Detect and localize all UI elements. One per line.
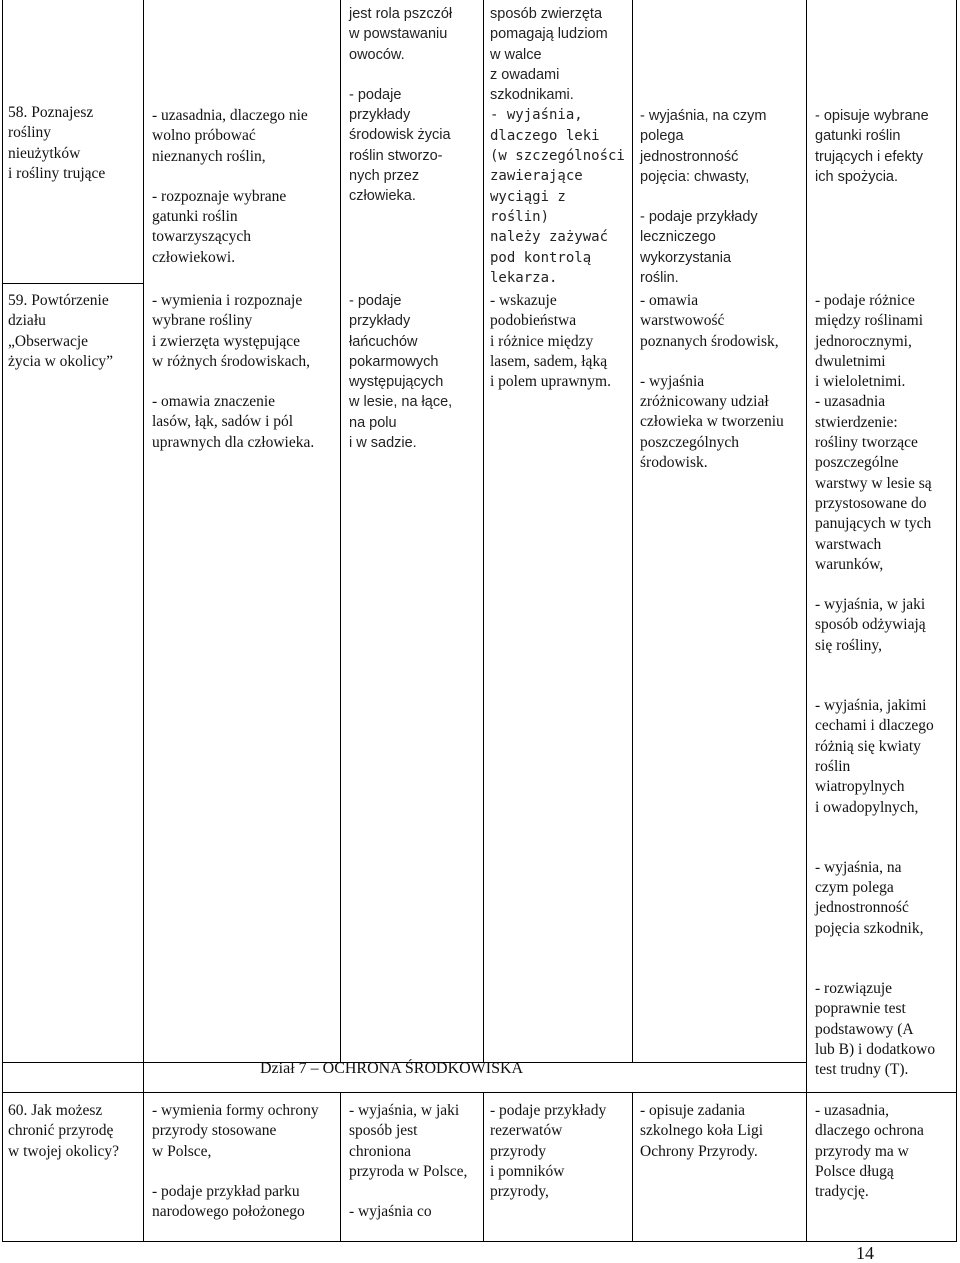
req-line: przyrody, (490, 1183, 549, 1201)
req-line: na polu (349, 414, 397, 431)
topic-line: 58. Poznajesz (8, 104, 94, 121)
topic-line: i rośliny trujące (8, 164, 106, 182)
req-line: i polem uprawnym. (490, 373, 611, 391)
req-line: nieznanych roślin, (152, 147, 266, 165)
topic-59 (8, 291, 140, 372)
req-line: - podaje różnice (815, 292, 915, 309)
req-line: różnią się kwiaty (815, 737, 921, 755)
req-line: jednostronność (640, 148, 739, 165)
req-line: należy zażywać (490, 229, 609, 246)
req-line: roślin stworzo- (349, 147, 443, 164)
column-divider (806, 0, 807, 1242)
req-line: owoców. (349, 46, 405, 63)
req-line: się rośliny, (815, 636, 883, 654)
req-line: i wieloletnimi. (815, 373, 906, 391)
table-border-left (2, 0, 3, 1092)
column-divider (483, 1092, 484, 1242)
req-line: - podaje przykład parku (152, 1182, 300, 1200)
req-line: - wyjaśnia, jakimi (815, 697, 927, 715)
req-line: roślin. (640, 270, 679, 287)
req-line: - opisuje wybrane (815, 108, 929, 124)
extended-58 (349, 4, 481, 207)
req-line: tradycję. (815, 1183, 869, 1201)
req-line: środowisk. (640, 454, 708, 472)
table-border-left (2, 1092, 3, 1242)
req-line: nych przez (349, 168, 420, 185)
req-line: - wymienia formy ochrony (152, 1102, 319, 1119)
req-line: podobieństwa (490, 312, 577, 330)
req-line: zróżnicowany udział (640, 393, 769, 411)
req-line: przyroda w Polsce, (349, 1162, 468, 1180)
req-line: chroniona (349, 1142, 411, 1160)
req-line: szkolnego koła Ligi (640, 1122, 764, 1140)
req-line: - uzasadnia (815, 393, 886, 411)
column-divider (483, 0, 484, 1062)
req-line: - wyjaśnia co (349, 1203, 432, 1221)
req-line: podstawowy (A (815, 1020, 914, 1038)
req-line: - rozwiązuje (815, 980, 893, 998)
req-line: między roślinami (815, 312, 924, 330)
req-line: poprawnie test (815, 1000, 906, 1018)
req-line: test trudny (T). (815, 1061, 909, 1079)
req-line: w powstawaniu (349, 26, 448, 43)
req-line: polega (640, 128, 684, 145)
req-line: przykłady (349, 313, 411, 330)
req-line: Ochrony Przyrody. (640, 1142, 758, 1160)
req-line: łańcuchów (349, 333, 418, 350)
req-line: warunków, (815, 555, 884, 573)
req-line: - opisuje zadania (640, 1102, 746, 1119)
req-line: zawierające (490, 168, 583, 185)
req-line: środowisk życia (349, 127, 451, 144)
req-line: - podaje (349, 86, 402, 103)
req-line: poszczególnych (640, 433, 739, 451)
req-line: jednostronność (815, 899, 909, 917)
req-line: pokarmowych (349, 353, 439, 370)
req-line: dwuletnimi (815, 352, 886, 370)
req-line: sposób odżywiają (815, 616, 926, 634)
req-line: pojęcia szkodnik, (815, 919, 924, 937)
advanced-60 (490, 1101, 630, 1202)
extended-60 (349, 1101, 482, 1222)
req-line: cechami i dlaczego (815, 717, 934, 735)
topic-line: 59. Powtórzenie (8, 292, 109, 309)
req-line: sposób zwierzęta (490, 6, 603, 22)
req-line: - wyjaśnia, na czym (640, 108, 767, 124)
req-line: - rozpoznaje wybrane (152, 187, 287, 205)
req-line: wyciągi z roślin) (490, 188, 566, 225)
req-line: przyrody ma w (815, 1142, 909, 1160)
row-divider (2, 283, 143, 284)
req-line: - wyjaśnia (640, 372, 705, 390)
req-line: lasów, łąk, sadów i pól (152, 413, 294, 431)
topic-line: działu (8, 312, 46, 330)
topic-line: 60. Jak możesz (8, 1102, 103, 1119)
req-line: panujących w tych (815, 515, 932, 533)
req-line: - wyjaśnia, w jaki (815, 596, 926, 614)
req-line: występujących (349, 374, 444, 391)
column-divider (143, 0, 144, 1242)
req-line: poznanych środowisk, (640, 332, 779, 350)
req-line: człowieka w tworzeniu (640, 413, 784, 431)
req-line: - podaje przykłady (490, 1102, 607, 1119)
table-border-right (956, 0, 957, 1242)
req-line: narodowego położonego (152, 1203, 305, 1221)
req-line: warstwy w lesie są (815, 474, 932, 492)
req-line: przykłady (349, 107, 411, 124)
req-line: i zwierzęta występujące (152, 332, 301, 350)
req-line: ich spożycia. (815, 168, 899, 185)
req-line: lub B) i dodatkowo (815, 1040, 936, 1058)
req-line: sposób jest (349, 1122, 418, 1140)
req-line: leczniczego (640, 229, 716, 246)
basic-60 (152, 1101, 338, 1222)
req-line: z owadami (490, 66, 560, 83)
good-59 (640, 291, 804, 473)
req-line: - omawia znaczenie (152, 393, 276, 411)
column-divider (340, 0, 341, 1062)
req-line: - wymienia i rozpoznaje (152, 292, 303, 309)
req-line: - wyjaśnia, (490, 107, 583, 124)
req-line: wolno próbować (152, 127, 256, 145)
topic-line: rośliny (8, 124, 52, 142)
req-line: rezerwatów (490, 1122, 563, 1140)
section-title: Dział 7 – OCHRONA ŚRODKOWISKA (260, 1060, 524, 1077)
req-line: przyrody stosowane (152, 1122, 277, 1140)
good-60 (640, 1101, 804, 1162)
req-line: wybrane rośliny (152, 312, 253, 330)
req-line: rośliny tworzące (815, 434, 918, 452)
req-line: - wskazuje (490, 292, 557, 309)
req-line: i pomników (490, 1162, 565, 1180)
req-line: - podaje (349, 293, 402, 309)
req-line: wiatropylnych (815, 778, 905, 796)
advanced-59 (490, 291, 630, 392)
req-line: uprawnych dla człowieka. (152, 433, 315, 451)
basic-58 (152, 106, 337, 268)
req-line: - wyjaśnia, na (815, 858, 902, 876)
req-line: i różnice między (490, 332, 594, 350)
extended-59 (349, 291, 481, 453)
topic-line: w twojej okolicy? (8, 1142, 120, 1160)
topic-line: życia w okolicy” (8, 352, 114, 370)
req-line: jednorocznymi, (815, 332, 912, 350)
req-line: towarzyszących (152, 228, 251, 246)
req-line: dlaczego leki (490, 127, 600, 144)
req-line: trujących i efekty (815, 148, 923, 165)
req-line: poszczególne (815, 454, 899, 472)
req-line: warstwowość (640, 312, 725, 330)
column-divider (340, 1092, 341, 1242)
req-line: gatunki roślin (815, 128, 901, 145)
req-line: w walce (490, 46, 542, 63)
req-line: jest rola pszczół (349, 6, 453, 22)
req-line: człowiekowi. (152, 248, 236, 266)
good-58 (640, 106, 804, 288)
req-line: pod kontrolą (490, 249, 592, 266)
req-line: - wyjaśnia, w jaki (349, 1102, 460, 1119)
topic-line: chronić przyrodę (8, 1122, 114, 1140)
req-line: przyrody (490, 1142, 546, 1160)
req-line: przystosowane do (815, 494, 927, 512)
excellent-60 (815, 1101, 955, 1202)
topic-60 (8, 1101, 142, 1162)
column-divider (632, 0, 633, 1062)
req-line: - podaje przykłady (640, 209, 758, 226)
table-border-bottom (2, 1241, 957, 1242)
advanced-58 (490, 4, 630, 288)
req-line: warstwach (815, 535, 882, 553)
req-line: stwierdzenie: (815, 413, 898, 431)
req-line: roślin (815, 757, 851, 775)
req-line: w Polsce, (152, 1142, 212, 1160)
req-line: pomagają ludziom (490, 26, 608, 43)
req-line: (w szczególności (490, 148, 625, 165)
page-number: 14 (856, 1243, 874, 1263)
req-line: wykorzystania (640, 249, 732, 266)
basic-59 (152, 291, 337, 453)
req-line: - uzasadnia, dlaczego nie (152, 107, 308, 124)
req-line: i w sadzie. (349, 435, 417, 452)
req-line: dlaczego ochrona (815, 1122, 924, 1140)
row-divider (2, 1092, 957, 1093)
req-line: czym polega (815, 879, 894, 897)
req-line: lasem, sadem, łąką (490, 352, 608, 370)
req-line: w lesie, na łące, (349, 394, 453, 411)
topic-line: „Obserwacje (8, 332, 89, 350)
topic-line: nieużytków (8, 144, 81, 162)
req-line: pojęcia: chwasty, (640, 168, 750, 185)
req-line: lekarza. (490, 269, 558, 286)
req-line: - omawia (640, 292, 699, 309)
req-line: gatunki roślin (152, 208, 238, 226)
excellent-58 (815, 106, 955, 187)
column-divider (632, 1092, 633, 1242)
req-line: Polsce długą (815, 1162, 894, 1180)
req-line: - uzasadnia, (815, 1102, 890, 1119)
req-line: szkodnikami. (490, 87, 574, 104)
req-line: w różnych środowiskach, (152, 352, 310, 370)
excellent-59 (815, 291, 955, 1081)
topic-58 (8, 103, 140, 184)
req-line: człowieka. (349, 188, 416, 205)
req-line: i owadopylnych, (815, 798, 919, 816)
